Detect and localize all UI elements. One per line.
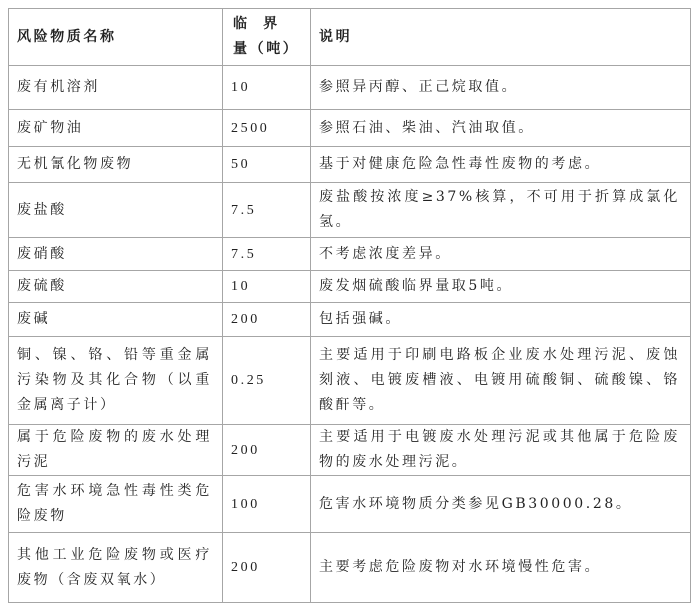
table-row xyxy=(9,337,691,425)
substance-name-cell: 无机氰化物废物 xyxy=(9,147,223,183)
table-row xyxy=(9,271,691,303)
substance-name-cell: 废矿物油 xyxy=(9,110,223,147)
description-cell: 包括强碱。 xyxy=(311,303,691,337)
table-row xyxy=(9,110,691,147)
description-cell: 危害水环境物质分类参见GB30000.28。 xyxy=(311,476,691,533)
threshold-cell: 200 xyxy=(223,533,311,603)
threshold-cell: 100 xyxy=(223,476,311,533)
description-cell: 主要适用于电镀废水处理污泥或其他属于危险废物的废水处理污泥。 xyxy=(311,425,691,476)
table-row xyxy=(9,533,691,603)
substance-name-cell: 危害水环境急性毒性类危险废物 xyxy=(9,476,223,533)
table-header-row xyxy=(9,9,691,66)
substance-name-cell: 废盐酸 xyxy=(9,183,223,238)
threshold-cell: 10 xyxy=(223,66,311,110)
table-row xyxy=(9,425,691,476)
description-cell: 废盐酸按浓度≥37%核算，不可用于折算成氯化氢。 xyxy=(311,183,691,238)
threshold-cell: 7.5 xyxy=(223,238,311,271)
threshold-cell: 7.5 xyxy=(223,183,311,238)
substance-name-cell: 属于危险废物的废水处理污泥 xyxy=(9,425,223,476)
substance-name-cell: 铜、镍、铬、铅等重金属污染物及其化合物（以重金属离子计） xyxy=(9,337,223,425)
threshold-cell: 200 xyxy=(223,303,311,337)
hazard-threshold-table xyxy=(8,8,691,603)
header-description: 说明 xyxy=(311,9,691,66)
table-row xyxy=(9,183,691,238)
description-cell: 参照石油、柴油、汽油取值。 xyxy=(311,110,691,147)
header-threshold-quantity: 临 界 量（吨） xyxy=(223,9,311,66)
threshold-cell: 0.25 xyxy=(223,337,311,425)
threshold-cell: 200 xyxy=(223,425,311,476)
substance-name-cell: 废有机溶剂 xyxy=(9,66,223,110)
description-cell: 不考虑浓度差异。 xyxy=(311,238,691,271)
substance-name-cell: 废碱 xyxy=(9,303,223,337)
description-cell: 主要考虑危险废物对水环境慢性危害。 xyxy=(311,533,691,603)
substance-name-cell: 废硝酸 xyxy=(9,238,223,271)
description-cell: 参照异丙醇、正己烷取值。 xyxy=(311,66,691,110)
table-row xyxy=(9,476,691,533)
threshold-cell: 10 xyxy=(223,271,311,303)
header-substance-name: 风险物质名称 xyxy=(9,9,223,66)
description-cell: 基于对健康危险急性毒性废物的考虑。 xyxy=(311,147,691,183)
threshold-cell: 50 xyxy=(223,147,311,183)
threshold-cell: 2500 xyxy=(223,110,311,147)
description-cell: 主要适用于印刷电路板企业废水处理污泥、废蚀刻液、电镀废槽液、电镀用硫酸铜、硫酸镍、铬酸酐等。 xyxy=(311,337,691,425)
table-row xyxy=(9,66,691,110)
table-row xyxy=(9,147,691,183)
substance-name-cell: 废硫酸 xyxy=(9,271,223,303)
table-row xyxy=(9,303,691,337)
table-row xyxy=(9,238,691,271)
description-cell: 废发烟硫酸临界量取5吨。 xyxy=(311,271,691,303)
substance-name-cell: 其他工业危险废物或医疗废物（含废双氧水） xyxy=(9,533,223,603)
